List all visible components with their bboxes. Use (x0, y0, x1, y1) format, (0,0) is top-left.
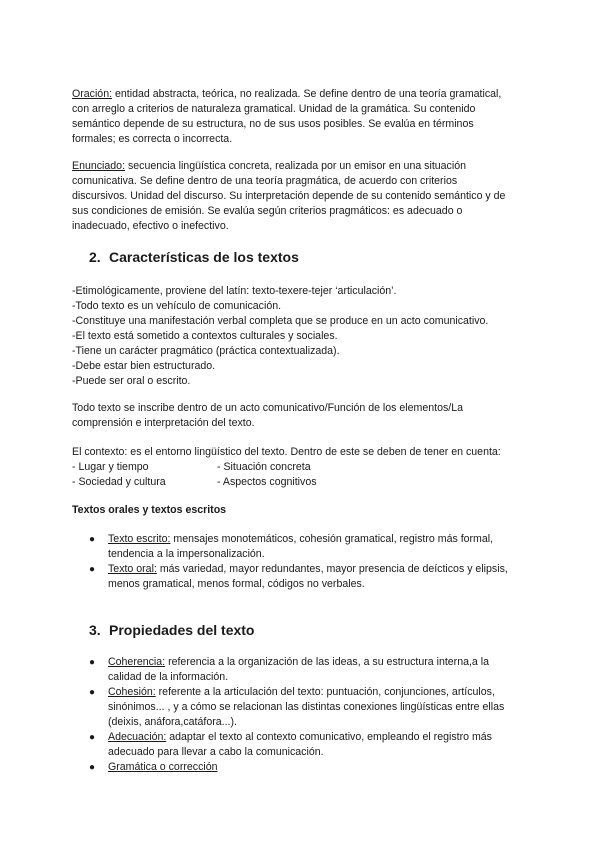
bullet-icon: ● (89, 732, 96, 743)
section-3-title: Propiedades del texto (109, 622, 255, 638)
bullet-icon: ● (89, 534, 96, 545)
inscribe-paragraph (72, 401, 532, 431)
oral-escrito-heading: Textos orales y textos escritos (72, 504, 227, 516)
list-item (72, 562, 542, 592)
oracion-line-2: con arreglo a criterios de naturaleza gramatical. Unidad de la gramática. Su contenido (72, 103, 476, 115)
cohesion-line-1: referente a la articulación del texto: puntuación, conjunciones, artículos, (155, 686, 495, 698)
texto-escrito-line-1: mensajes monotemáticos, cohesión gramatical, registro más formal, (170, 533, 494, 545)
context-left: - Sociedad y cultura (72, 476, 166, 488)
section-2-number: 2. (89, 249, 101, 265)
cohesion-line-3: (deixis, anáfora,catáfora...). (108, 716, 237, 728)
characteristic-item: -El texto está sometido a contextos culturales y sociales. (72, 330, 338, 342)
characteristic-item: -Puede ser oral o escrito. (72, 375, 191, 387)
adecuacion-line-2: adecuado para llevar a cabo la comunicación. (108, 746, 324, 758)
characteristic-item: -Debe estar bien estructurado. (72, 360, 216, 372)
enunciado-line-3: discursivos. Unidad del discurso. Su interpretación depende de su contenido semántico y de (72, 190, 506, 202)
inscribe-line-2: comprensión e interpretación del texto. (72, 417, 255, 429)
characteristics-list (72, 284, 532, 389)
texto-oral-line-1: más variedad, mayor redundantes, mayor presencia de deícticos y elipsis, (156, 563, 508, 575)
cohesion-term: Cohesión: (108, 686, 156, 698)
oral-escrito-list (72, 532, 542, 592)
properties-list (72, 655, 542, 775)
list-item (72, 760, 542, 775)
bullet-icon: ● (89, 564, 96, 575)
section-3-heading (89, 621, 254, 639)
inscribe-line-1: Todo texto se inscribe dentro de un acto comunicativo/Función de los elementos/La (72, 402, 464, 414)
texto-escrito-line-2: tendencia a la impersonalización. (108, 548, 265, 560)
cohesion-line-2: sinónimos... , y a cómo se relacionan las distintas conexiones lingüísticas entre ellas (108, 701, 505, 713)
oracion-paragraph (72, 87, 532, 147)
oracion-line-1: entidad abstracta, teórica, no realizada. Se define dentro de una teoría gramatical, (112, 88, 502, 100)
gramatica-term: Gramática o corrección (108, 761, 218, 773)
context-left: - Lugar y tiempo (72, 461, 149, 473)
oracion-line-3: semántico depende de su estructura, no de sus usos posibles. Se evalúa en términos (72, 118, 474, 130)
coherencia-line-1: referencia a la organización de las ideas, a su estructura interna,a la (165, 656, 490, 668)
bullet-icon: ● (89, 762, 96, 773)
characteristic-item: -Etimológicamente, proviene del latín: texto-texere-tejer ‘articulación’. (72, 285, 397, 297)
list-item (72, 730, 542, 760)
enunciado-paragraph (72, 159, 532, 234)
section-2-heading (89, 248, 299, 266)
list-item (72, 532, 542, 562)
context-right: - Aspectos cognitivos (217, 476, 317, 488)
enunciado-line-1: secuencia lingüística concreta, realizada por un emisor en una situación (125, 160, 466, 172)
bullet-icon: ● (89, 687, 96, 698)
texto-oral-line-2: menos gramatical, menos formal, códigos no verbales. (108, 578, 365, 590)
context-intro: El contexto: es el entorno lingüístico del texto. Dentro de este se deben de tener en cuenta: (72, 446, 501, 458)
bullet-icon: ● (89, 657, 96, 668)
enunciado-line-4: sus condiciones de emisión. Se evalúa según criterios pragmáticos: es adecuado o (72, 205, 463, 217)
context-row (72, 460, 532, 475)
context-paragraph (72, 445, 532, 490)
texto-escrito-term: Texto escrito: (108, 533, 171, 545)
section-2-title: Características de los textos (109, 249, 299, 265)
enunciado-line-2: comunicativa. Se define dentro de una teoría pragmática, de acuerdo con criterios (72, 175, 458, 187)
context-right: - Situación concreta (217, 461, 311, 473)
coherencia-line-2: calidad de la información. (108, 671, 229, 683)
oracion-term: Oración: (72, 88, 113, 100)
oracion-line-4: formales; es correcta o incorrecta. (72, 133, 233, 145)
adecuacion-line-1: adaptar el texto al contexto comunicativo, empleando el registro más (166, 731, 492, 743)
enunciado-term: Enunciado: (72, 160, 126, 172)
characteristic-item: -Todo texto es un vehículo de comunicación. (72, 300, 282, 312)
section-3-number: 3. (89, 622, 101, 638)
context-row (72, 475, 532, 490)
characteristic-item: -Tiene un carácter pragmático (práctica contextualizada). (72, 345, 340, 357)
adecuacion-term: Adecuación: (108, 731, 167, 743)
list-item (72, 655, 542, 685)
coherencia-term: Coherencia: (108, 656, 166, 668)
enunciado-line-5: inadecuado, efectivo o inefectivo. (72, 220, 229, 232)
characteristic-item: -Constituye una manifestación verbal completa que se produce en un acto comunicativo. (72, 315, 489, 327)
list-item (72, 685, 542, 730)
texto-oral-term: Texto oral: (108, 563, 157, 575)
